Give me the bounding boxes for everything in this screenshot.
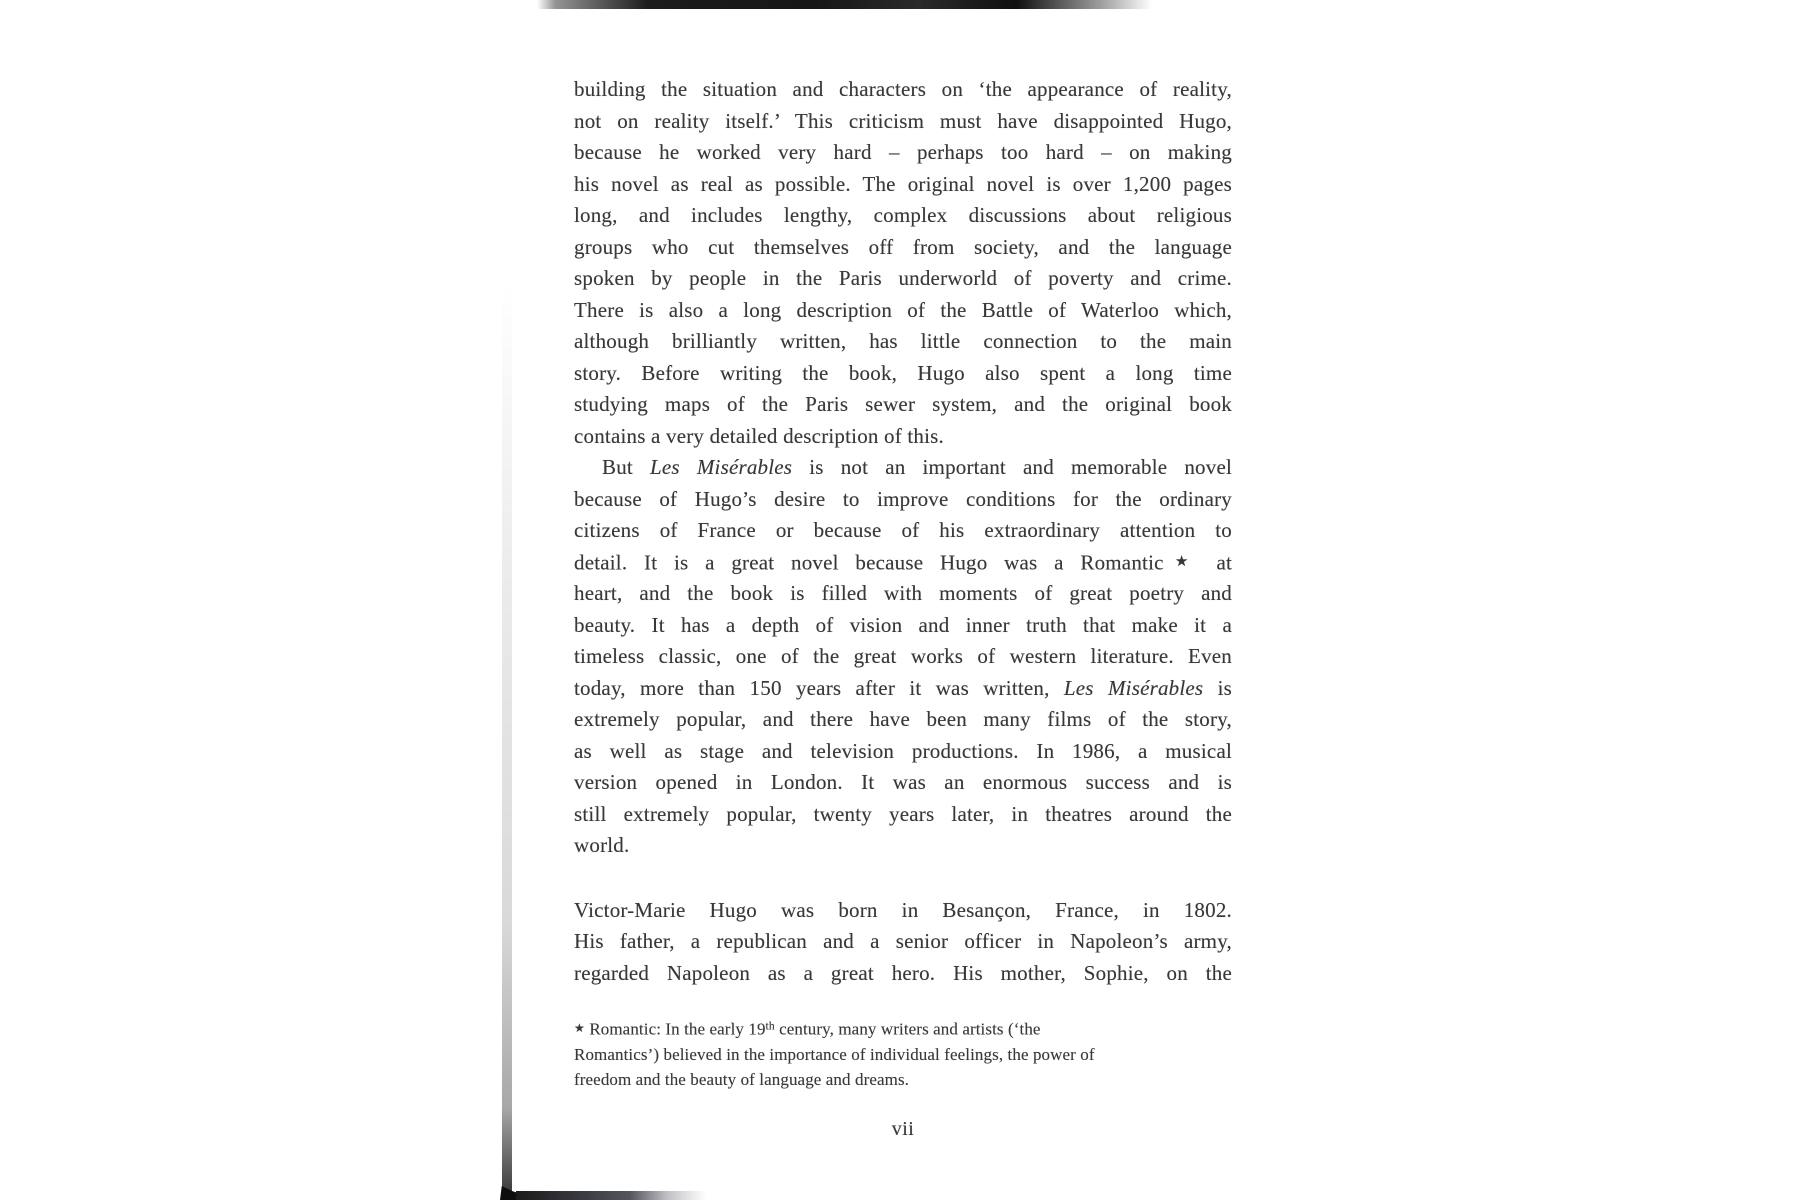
text-line: There is also a long description of the Battle of Waterloo which, bbox=[574, 297, 1232, 322]
text-line: Romantics’) believed in the importance of individual feelings, the power of bbox=[574, 1044, 1095, 1064]
text-line: as well as stage and television productions. In 1986, a musical bbox=[574, 738, 1232, 763]
text-line: story. Before writing the book, Hugo also spent a long time bbox=[574, 360, 1232, 385]
text-line: heart, and the book is filled with moments of great poetry and bbox=[574, 581, 1232, 606]
text-line: spoken by people in the Paris underworld of poverty and crime. bbox=[574, 266, 1232, 290]
text-line: still extremely popular, twenty years later, in theatres around the bbox=[574, 801, 1232, 826]
paragraph bbox=[574, 452, 1232, 862]
text-line: long, and includes lengthy, complex discussions about religious bbox=[574, 203, 1232, 227]
text-block bbox=[574, 74, 1232, 989]
text-line: His father, a republican and a senior officer in Napoleon’s army, bbox=[574, 929, 1232, 954]
footnote-star-icon: ★ bbox=[574, 1021, 585, 1035]
scan-bottom-edge-artifact bbox=[516, 1191, 706, 1200]
text-line: freedom and the beauty of language and dreams. bbox=[574, 1070, 910, 1090]
text-line: ★ Romantic: In the early 19th century, many writers and artists (‘the bbox=[574, 1019, 1041, 1039]
text-line: his novel as real as possible. The original novel is over 1,200 pages bbox=[574, 171, 1232, 196]
text-line: because he worked very hard – perhaps too hard – on making bbox=[574, 140, 1232, 164]
text-line: Victor-Marie Hugo was born in Besançon, France, in 1802. bbox=[574, 897, 1232, 922]
text-line: detail. It is a great novel because Hugo was a Romantic★ at bbox=[574, 549, 1232, 574]
text-line: groups who cut themselves off from society, and the language bbox=[574, 234, 1232, 259]
text-line: world. bbox=[574, 833, 630, 858]
text-line: citizens of France or because of his extraordinary attention to bbox=[574, 518, 1232, 542]
text-line: not on reality itself.’ This criticism must have disappointed Hugo, bbox=[574, 108, 1232, 133]
paragraph bbox=[574, 74, 1232, 452]
text-line: But Les Misérables is not an important and memorable novel bbox=[602, 455, 1233, 479]
text-line: because of Hugo’s desire to improve conditions for the ordinary bbox=[574, 486, 1232, 511]
page-number: vii bbox=[891, 1118, 915, 1140]
paragraph bbox=[574, 895, 1232, 990]
text-line: contains a very detailed description of this. bbox=[574, 423, 944, 448]
scan-gutter-shadow bbox=[502, 280, 512, 1200]
text-line: studying maps of the Paris sewer system, and the original book bbox=[574, 392, 1232, 416]
footnote-star-icon: ★ bbox=[1163, 553, 1200, 570]
text-line: beauty. It has a depth of vision and inner truth that make it a bbox=[574, 612, 1232, 637]
text-line: timeless classic, one of the great works of western literature. Even bbox=[574, 644, 1232, 669]
text-line: although brilliantly written, has little connection to the main bbox=[574, 329, 1232, 353]
text-line: version opened in London. It was an enormous success and is bbox=[574, 770, 1232, 795]
footnote bbox=[574, 1016, 1274, 1093]
text-line: today, more than 150 years after it was written, Les Misérables is bbox=[574, 675, 1233, 700]
scan-top-edge-artifact bbox=[537, 0, 1152, 9]
text-line: building the situation and characters on ‘the appearance of reality, bbox=[574, 77, 1232, 101]
text-line: regarded Napoleon as a great hero. His mother, Sophie, on the bbox=[574, 960, 1232, 985]
text-line: extremely popular, and there have been many films of the story, bbox=[574, 707, 1232, 732]
